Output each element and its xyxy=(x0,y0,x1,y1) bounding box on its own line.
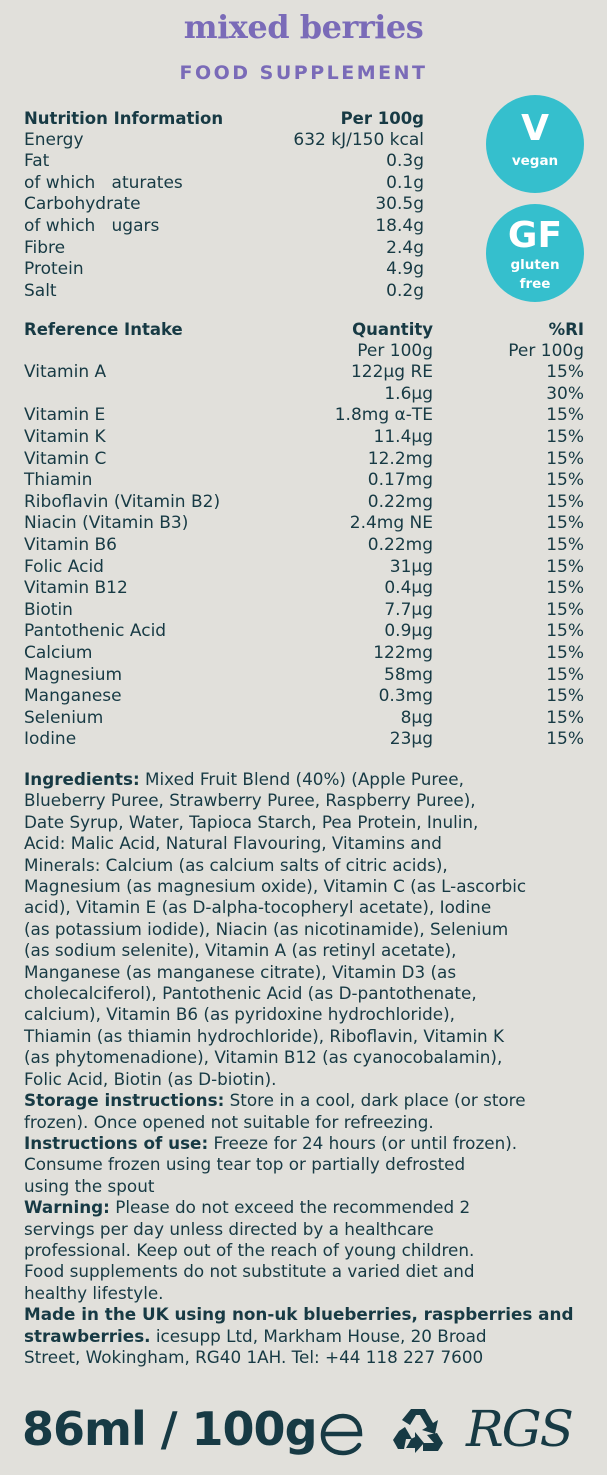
reference-intake-table xyxy=(24,319,584,751)
origin-line: Street, Wokingham, RG40 1AH. Tel: +44 118 227 7600 xyxy=(24,1346,484,1367)
ingredients-line: calcium), Vitamin B6 (as pyridoxine hydrochloride), xyxy=(24,1004,455,1025)
nutrient-value: 18.4g xyxy=(375,215,424,236)
vitamin-ri: 15% xyxy=(546,729,584,750)
estimated-sign-icon xyxy=(318,1405,364,1457)
ingredients-label: Ingredients: xyxy=(24,769,140,789)
ingredients-line: Thiamin (as thiamin hydrochloride), Riboflavin, Vitamin K xyxy=(24,1025,505,1046)
reference-row xyxy=(24,557,584,579)
vitamin-quantity: 8µg xyxy=(400,707,433,728)
usage-line: using the spout xyxy=(24,1175,155,1196)
per-100g-label: Per 100g xyxy=(340,109,424,128)
nutrition-row xyxy=(24,238,424,260)
nutrient-value: 4.9g xyxy=(386,259,424,280)
ingredients-line: (as sodium selenite), Vitamin A (as retinyl acetate), xyxy=(24,940,457,961)
vitamin-name: Magnesium xyxy=(24,664,123,685)
vitamin-ri: 15% xyxy=(546,556,584,577)
vitamin-quantity: 0.22mg xyxy=(367,491,433,512)
nutrition-row xyxy=(24,216,424,238)
warning-line: Food supplements do not substitute a varied diet and xyxy=(24,1261,475,1282)
nutrient-name: Fibre xyxy=(24,237,66,258)
vitamin-name: Vitamin B12 xyxy=(24,578,128,599)
nutrition-row xyxy=(24,281,424,303)
storage-text: Store in a cool, dark place (or store xyxy=(224,1090,526,1111)
vitamin-name: Vitamin B6 xyxy=(24,534,118,555)
nutrition-heading: Nutrition Information xyxy=(24,109,224,128)
nutrition-row xyxy=(24,259,424,281)
nutrient-value: 30.5g xyxy=(375,194,424,215)
vitamin-quantity: 7.7µg xyxy=(384,599,433,620)
nutrition-row xyxy=(24,130,424,152)
vitamin-ri: 15% xyxy=(546,599,584,620)
vitamin-quantity: 0.4µg xyxy=(384,578,433,599)
reference-row xyxy=(24,643,584,665)
storage-line: frozen). Once opened not suitable for refreezing. xyxy=(24,1111,434,1132)
gluten-free-badge xyxy=(486,204,584,302)
vitamin-name: Calcium xyxy=(24,642,93,663)
vitamin-ri: 15% xyxy=(546,362,584,383)
brand-mark: RGS xyxy=(466,1400,572,1458)
ingredients-text: Mixed Fruit Blend (40%) (Apple Puree, xyxy=(139,769,464,789)
warning-line xyxy=(24,1197,594,1218)
reference-row xyxy=(24,513,584,535)
ingredients-line: acid), Vitamin E (as D-alpha-tocopheryl acetate), Iodine xyxy=(24,897,492,918)
ingredients-line: Acid: Malic Acid, Natural Flavouring, Vitamins and xyxy=(24,833,442,854)
ri-heading: %RI xyxy=(548,320,584,339)
nutrition-table xyxy=(24,108,424,302)
vitamin-quantity: 23µg xyxy=(389,729,433,750)
reference-row xyxy=(24,665,584,687)
ingredients-line: Magnesium (as magnesium oxide), Vitamin C (as L-ascorbic xyxy=(24,876,527,897)
vitamin-quantity: 122µg RE xyxy=(350,362,433,383)
vitamin-ri: 15% xyxy=(546,470,584,491)
vitamin-quantity: 122mg xyxy=(373,642,433,663)
vitamin-quantity: 2.4mg NE xyxy=(349,513,433,534)
storage-label: Storage instructions: xyxy=(24,1090,225,1111)
usage-label: Instructions of use: xyxy=(24,1132,209,1153)
vitamin-quantity: 0.17mg xyxy=(367,470,433,491)
footer xyxy=(0,1395,607,1465)
vitamin-ri: 15% xyxy=(546,664,584,685)
usage-line xyxy=(24,1133,594,1154)
ingredients-line: (as potassium iodide), Niacin (as nicotinamide), Selenium xyxy=(24,918,509,939)
reference-row xyxy=(24,427,584,449)
reference-row xyxy=(24,449,584,471)
reference-subheader-row xyxy=(24,341,584,363)
origin-line xyxy=(24,1304,594,1325)
recycle-icon xyxy=(390,1401,446,1457)
vitamin-name: Riboflavin (Vitamin B2) xyxy=(24,491,221,512)
nutrition-header-row xyxy=(24,108,424,130)
product-title: mixed berries xyxy=(183,8,424,46)
quantity-heading: Quantity xyxy=(352,320,433,339)
ingredients-line: cholecalciferol), Pantothenic Acid (as D-pantothenate, xyxy=(24,983,477,1004)
warning-line: professional. Keep out of the reach of young children. xyxy=(24,1239,475,1260)
vitamin-quantity: 58mg xyxy=(384,664,433,685)
origin-line xyxy=(24,1326,594,1347)
nutrient-name: Protein xyxy=(24,259,84,280)
vitamin-name: Biotin xyxy=(24,599,73,620)
reference-row xyxy=(24,470,584,492)
storage-line xyxy=(24,1090,594,1111)
vitamin-name: Pantothenic Acid xyxy=(24,621,167,642)
reference-heading: Reference Intake xyxy=(24,320,183,339)
ingredients-line xyxy=(24,769,594,790)
gluten-free-badge-letters: GF xyxy=(507,215,563,256)
vitamin-quantity: 11.4µg xyxy=(373,426,433,447)
nutrient-value: 632 kJ/150 kcal xyxy=(293,129,424,150)
vitamin-quantity: 12.2mg xyxy=(367,448,433,469)
vitamin-quantity: 0.3mg xyxy=(378,686,433,707)
reference-row xyxy=(24,729,584,751)
vegan-badge-label: vegan xyxy=(511,153,559,169)
vitamin-name: Niacin (Vitamin B3) xyxy=(24,513,189,534)
origin-address-1: icesupp Ltd, Markham House, 20 Broad xyxy=(150,1325,487,1346)
vitamin-name: Selenium xyxy=(24,707,104,728)
vitamin-ri: 15% xyxy=(546,707,584,728)
vitamin-ri: 15% xyxy=(546,491,584,512)
nutrient-value: 0.2g xyxy=(386,280,424,301)
nutrient-name: Energy xyxy=(24,129,84,150)
reference-row xyxy=(24,405,584,427)
quantity-subheading: Per 100g xyxy=(357,340,433,361)
nutrient-name: Carbohydrate xyxy=(24,194,141,215)
warning-label: Warning: xyxy=(24,1197,110,1218)
vitamin-ri: 15% xyxy=(546,578,584,599)
reference-row xyxy=(24,492,584,514)
vitamin-name: Manganese xyxy=(24,686,122,707)
vitamin-ri: 30% xyxy=(546,383,584,404)
ingredients-line: Date Syrup, Water, Tapioca Starch, Pea Protein, Inulin, xyxy=(24,811,479,832)
vitamin-quantity: 1.6µg xyxy=(384,383,433,404)
vitamin-ri: 15% xyxy=(546,642,584,663)
nutrition-row xyxy=(24,173,424,195)
vegan-badge-letter: V xyxy=(521,108,549,149)
vitamin-ri: 15% xyxy=(546,405,584,426)
ingredients-line: (as phytomenadione), Vitamin B12 (as cyanocobalamin), xyxy=(24,1047,503,1068)
warning-line: servings per day unless directed by a healthcare xyxy=(24,1218,434,1239)
vitamin-name: Folic Acid xyxy=(24,556,104,577)
gluten-free-badge-label-1: gluten xyxy=(510,257,560,273)
warning-line: healthy lifestyle. xyxy=(24,1282,164,1303)
nutrient-value: 0.3g xyxy=(386,151,424,172)
reference-row xyxy=(24,362,584,384)
warning-text: Please do not exceed the recommended 2 xyxy=(109,1197,471,1218)
product-subtitle: FOOD SUPPLEMENT xyxy=(179,62,428,84)
nutrient-name: Salt xyxy=(24,280,57,301)
reference-row xyxy=(24,535,584,557)
ingredients-line: Manganese (as manganese citrate), Vitamin D3 (as xyxy=(24,961,457,982)
usage-text: Freeze for 24 hours (or until frozen). xyxy=(208,1132,518,1153)
vitamin-quantity: 0.22mg xyxy=(367,534,433,555)
vitamin-ri: 15% xyxy=(546,426,584,447)
ingredients-line: Blueberry Puree, Strawberry Puree, Raspberry Puree), xyxy=(24,790,476,811)
reference-header-row xyxy=(24,319,584,341)
vitamin-quantity: 0.9µg xyxy=(384,621,433,642)
usage-line: Consume frozen using tear top or partially defrosted xyxy=(24,1154,466,1175)
vitamin-quantity: 31µg xyxy=(389,556,433,577)
reference-row xyxy=(24,384,584,406)
vitamin-ri: 15% xyxy=(546,621,584,642)
vitamin-ri: 15% xyxy=(546,513,584,534)
reference-row xyxy=(24,708,584,730)
label-text-block xyxy=(24,769,594,1368)
vitamin-ri: 15% xyxy=(546,448,584,469)
reference-row xyxy=(24,621,584,643)
vitamin-name: Vitamin C xyxy=(24,448,107,469)
origin-bold-1: Made in the UK using non-uk blueberries, raspberries and xyxy=(24,1304,574,1325)
vitamin-ri: 15% xyxy=(546,686,584,707)
ingredients-line: Minerals: Calcium (as calcium salts of citric acids), xyxy=(24,854,448,875)
vitamin-name: Vitamin A xyxy=(24,362,107,383)
nutrient-name: of which aturates xyxy=(24,172,183,193)
vitamin-name: Iodine xyxy=(24,729,77,750)
nutrition-row xyxy=(24,151,424,173)
vegan-badge xyxy=(486,95,584,193)
nutrient-name: Fat xyxy=(24,151,50,172)
vitamin-name: Vitamin K xyxy=(24,426,106,447)
vitamin-name: Thiamin xyxy=(24,470,93,491)
reference-row xyxy=(24,578,584,600)
nutrient-value: 0.1g xyxy=(386,172,424,193)
origin-bold-2: strawberries. xyxy=(24,1325,151,1346)
net-weight: 86ml / 100g xyxy=(22,1402,317,1456)
ri-subheading: Per 100g xyxy=(508,340,584,361)
nutrient-value: 2.4g xyxy=(386,237,424,258)
vitamin-name: Vitamin E xyxy=(24,405,106,426)
ingredients-line: Folic Acid, Biotin (as D-biotin). xyxy=(24,1068,277,1089)
vitamin-ri: 15% xyxy=(546,534,584,555)
vitamin-quantity: 1.8mg α-TE xyxy=(334,405,433,426)
nutrition-row xyxy=(24,194,424,216)
reference-row xyxy=(24,600,584,622)
nutrient-name: of which ugars xyxy=(24,215,160,236)
reference-row xyxy=(24,686,584,708)
gluten-free-badge-label-2: free xyxy=(519,276,551,292)
